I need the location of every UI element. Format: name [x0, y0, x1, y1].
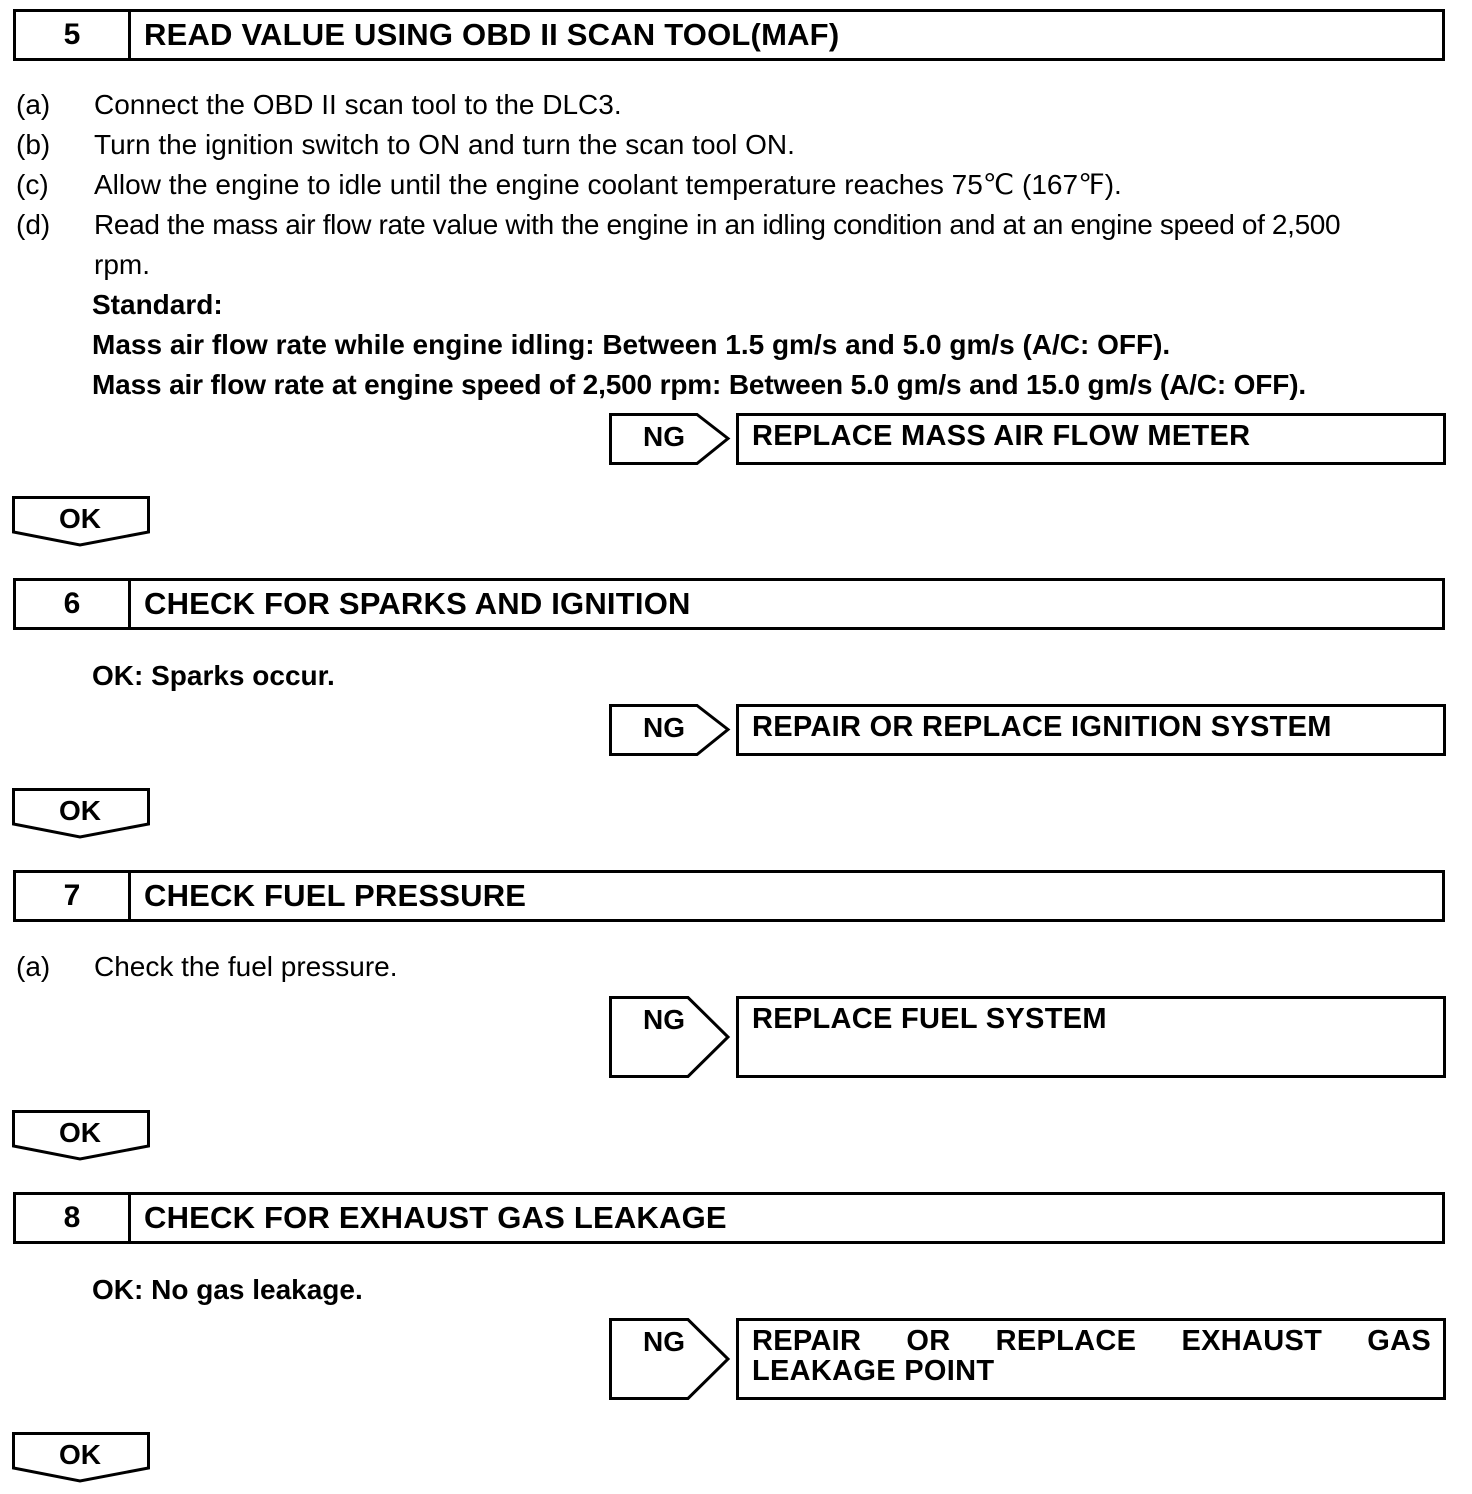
ng-label: NG — [643, 1004, 685, 1035]
item-text-continued: rpm. — [94, 249, 150, 280]
step-number: 5 — [16, 12, 131, 58]
step-6-header — [13, 578, 1445, 630]
item-text: Check the fuel pressure. — [94, 951, 398, 982]
ng-result-line-1 — [752, 1325, 1431, 1357]
item-text: Turn the ignition switch to ON and turn the scan tool ON. — [94, 129, 795, 160]
item-label: (a) — [16, 89, 51, 120]
ng-result-box — [736, 1318, 1446, 1400]
ng-label: NG — [643, 1326, 685, 1357]
step-7-header — [13, 870, 1445, 922]
standard-value: Mass air flow rate while engine idling: Between 1.5 gm/s and 5.0 gm/s (A/C: OFF). — [92, 329, 1171, 360]
step-8-header — [13, 1192, 1445, 1244]
item-label: (b) — [16, 129, 51, 160]
step-number: 8 — [16, 1195, 131, 1241]
ok-criteria: OK: Sparks occur. — [92, 660, 335, 691]
ng-result-box — [736, 413, 1446, 465]
item-text: Read the mass air flow rate value with the engine in an idling condition and at an engine speed of 2,500 — [94, 209, 1341, 240]
ng-result-box — [736, 704, 1446, 756]
step-title: CHECK FOR EXHAUST GAS LEAKAGE — [144, 1200, 727, 1235]
ng-result-line-2: LEAKAGE POINT — [752, 1355, 995, 1387]
ok-label: OK — [59, 503, 101, 534]
ng-result-word: REPLACE — [995, 1325, 1137, 1357]
ok-criteria: OK: No gas leakage. — [92, 1274, 363, 1305]
step-title: CHECK FOR SPARKS AND IGNITION — [144, 586, 691, 621]
ng-result-box — [736, 996, 1446, 1078]
ng-result-word: EXHAUST — [1181, 1325, 1323, 1357]
item-label: (a) — [16, 951, 51, 982]
step-number: 6 — [16, 581, 131, 627]
ok-label: OK — [59, 1439, 101, 1470]
ng-result-text: REPLACE FUEL SYSTEM — [752, 1003, 1107, 1035]
ok-label: OK — [59, 1117, 101, 1148]
ng-result-text: REPAIR OR REPLACE IGNITION SYSTEM — [752, 711, 1332, 743]
item-text: Allow the engine to idle until the engine coolant temperature reaches 75℃ (167℉). — [94, 169, 1122, 200]
standard-label: Standard: — [92, 289, 223, 320]
ng-result-word: REPAIR — [752, 1325, 862, 1357]
ok-label: OK — [59, 795, 101, 826]
step-title: CHECK FUEL PRESSURE — [144, 878, 527, 913]
ng-label: NG — [643, 421, 685, 452]
standard-value: Mass air flow rate at engine speed of 2,500 rpm: Between 5.0 gm/s and 15.0 gm/s (A/C: OFF). — [92, 369, 1307, 400]
item-label: (c) — [16, 169, 49, 200]
step-number: 7 — [16, 873, 131, 919]
ng-result-word: OR — [906, 1325, 951, 1357]
ng-label: NG — [643, 712, 685, 743]
step-5-header — [13, 9, 1445, 61]
item-label: (d) — [16, 209, 51, 240]
item-text: Connect the OBD II scan tool to the DLC3. — [94, 89, 622, 120]
step-title: READ VALUE USING OBD II SCAN TOOL(MAF) — [144, 17, 840, 52]
ng-result-word: GAS — [1367, 1325, 1431, 1357]
ng-result-text: REPLACE MASS AIR FLOW METER — [752, 420, 1251, 452]
